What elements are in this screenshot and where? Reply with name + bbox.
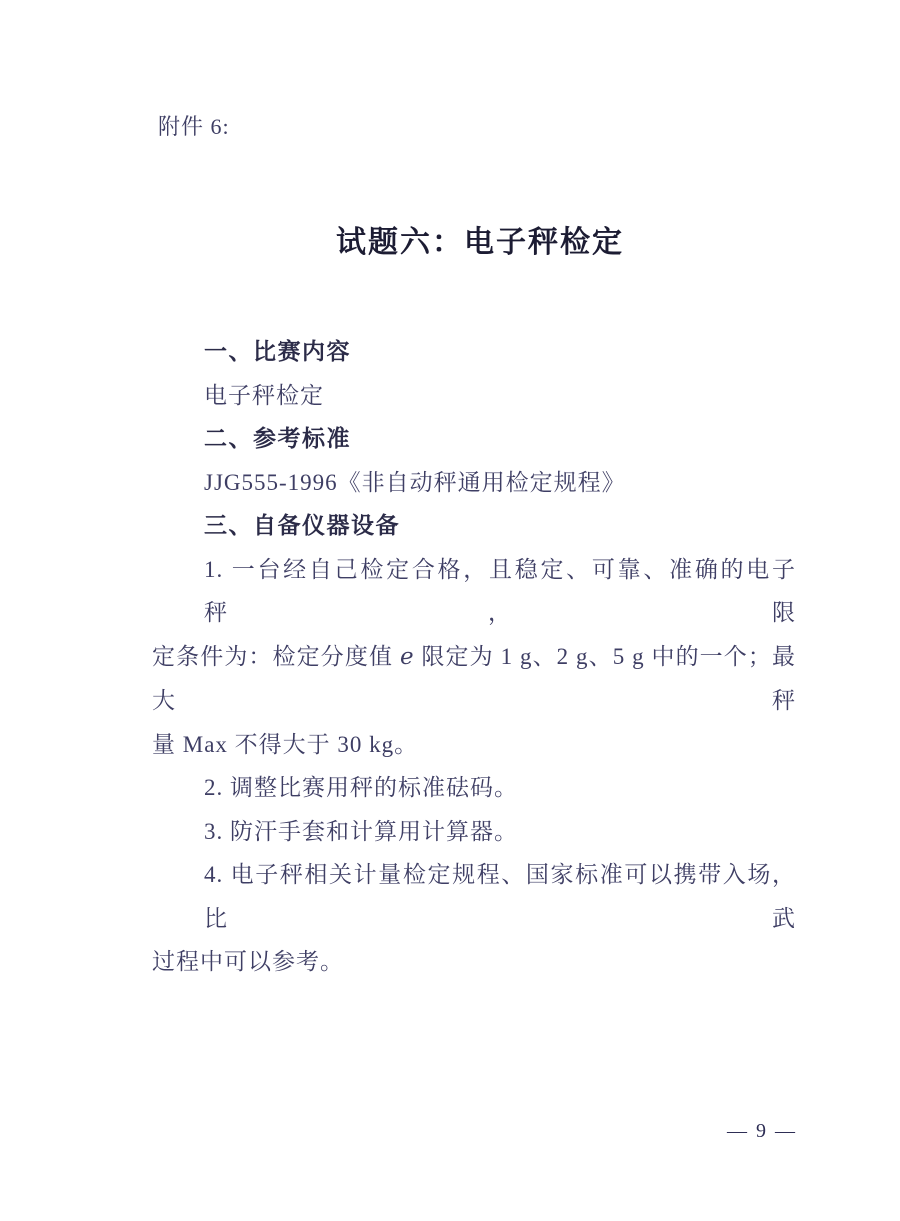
section-3-item-3: 3. 防汗手套和计算用计算器。	[204, 818, 518, 844]
section-3-item-1-line-3: 量 Max 不得大于 30 kg。	[152, 731, 419, 757]
item-1-line-2-prefix: 定条件为：检定分度值	[152, 643, 400, 669]
section-3-item-1-line-2	[152, 635, 796, 723]
section-1-body: 电子秤检定	[204, 382, 324, 408]
page-title: 试题六：电子秤检定	[336, 226, 624, 259]
page-number: — 9 —	[727, 1120, 797, 1142]
attachment-label: 附件 6:	[158, 114, 230, 139]
section-1-heading: 一、比赛内容	[204, 338, 351, 364]
section-2-heading: 二、参考标准	[204, 425, 351, 451]
document-body	[152, 330, 796, 984]
section-3-item-1-line-1: 1. 一台经自己检定合格，且稳定、可靠、准确的电子秤，限	[204, 556, 796, 625]
section-3-item-4-line-2: 过程中可以参考。	[152, 949, 344, 974]
item-1-line-2-suffix: 限定为 1 g、2 g、5 g 中的一个；最大秤	[152, 643, 797, 713]
section-3-item-4-line-1: 4. 电子秤相关计量检定规程、国家标准可以携带入场，比武	[204, 862, 796, 931]
section-3-heading: 三、自备仪器设备	[204, 512, 400, 538]
section-3-item-2: 2. 调整比赛用秤的标准砝码。	[204, 775, 518, 800]
section-2-body: JJG555-1996《非自动秤通用检定规程》	[204, 469, 626, 495]
item-1-line-2-symbol-e: e	[399, 643, 415, 670]
